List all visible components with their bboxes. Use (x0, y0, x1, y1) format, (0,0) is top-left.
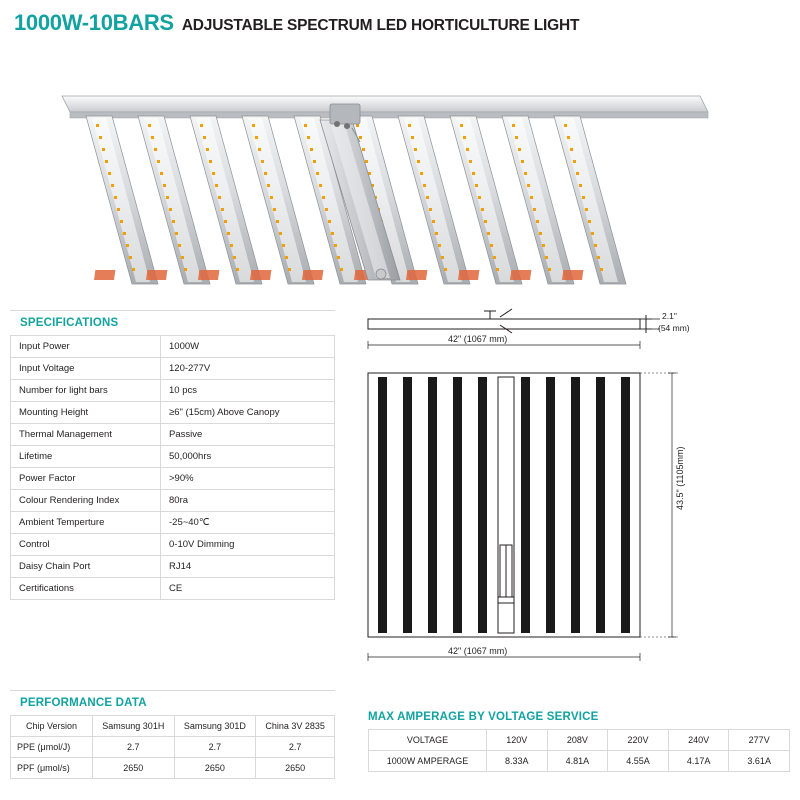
spec-label: Thermal Management (11, 424, 161, 446)
table-row (11, 358, 335, 380)
product-model: 1000W-10BARS (14, 10, 174, 35)
amperage-header-label: VOLTAGE (369, 730, 487, 751)
spec-label: Daisy Chain Port (11, 556, 161, 578)
table-row (11, 336, 335, 358)
performance-column-header: China 3V 2835 (256, 716, 335, 737)
side-width-label: 42" (1067 mm) (448, 334, 508, 344)
spec-value: ≥6" (15cm) Above Canopy (161, 402, 335, 424)
amperage-voltage: 220V (608, 730, 669, 751)
amperage-value: 8.33A (487, 751, 548, 772)
bottom-width-label: 42" (1067 mm) (448, 646, 508, 656)
amperage-value: 4.17A (668, 751, 729, 772)
product-subtitle: ADJUSTABLE SPECTRUM LED HORTICULTURE LIGHT (181, 17, 580, 34)
table-row (11, 380, 335, 402)
spec-label: Control (11, 534, 161, 556)
spec-value: 0-10V Dimming (161, 534, 335, 556)
spec-label: Number for light bars (11, 380, 161, 402)
amperage-voltage: 240V (668, 730, 729, 751)
amperage-table (368, 729, 790, 772)
side-height-inches: 2.1" (662, 311, 677, 321)
spec-value: 50,000hrs (161, 446, 335, 468)
amperage-value: 4.81A (547, 751, 608, 772)
performance-value: 2650 (256, 758, 335, 779)
performance-row-label: PPE (μmol/J) (11, 737, 93, 758)
table-row (11, 534, 335, 556)
amperage-value: 3.61A (729, 751, 790, 772)
specifications-section (10, 310, 335, 600)
amperage-voltage: 277V (729, 730, 790, 751)
spec-label: Input Power (11, 336, 161, 358)
performance-column-header: Samsung 301H (93, 716, 175, 737)
table-row (11, 578, 335, 600)
performance-column-header: Samsung 301D (174, 716, 256, 737)
table-row (11, 468, 335, 490)
table-row (369, 730, 790, 751)
table-row (369, 751, 790, 772)
spec-value: RJ14 (161, 556, 335, 578)
spec-label: Lifetime (11, 446, 161, 468)
amperage-value: 4.55A (608, 751, 669, 772)
amperage-title: MAX AMPERAGE BY VOLTAGE SERVICE (368, 711, 599, 723)
table-row (11, 446, 335, 468)
spec-value: 120-277V (161, 358, 335, 380)
performance-column-header: Chip Version (11, 716, 93, 737)
specifications-title: SPECIFICATIONS (20, 317, 119, 329)
table-row (11, 402, 335, 424)
table-row (11, 490, 335, 512)
spec-label: Input Voltage (11, 358, 161, 380)
spec-value: 1000W (161, 336, 335, 358)
amperage-section (368, 705, 790, 772)
top-beam (62, 96, 708, 118)
performance-table (10, 715, 335, 779)
spec-value: 80ra (161, 490, 335, 512)
amperage-voltage: 120V (487, 730, 548, 751)
spec-value: Passive (161, 424, 335, 446)
performance-value: 2.7 (174, 737, 256, 758)
performance-value: 2650 (93, 758, 175, 779)
performance-value: 2.7 (256, 737, 335, 758)
amperage-row-label: 1000W AMPERAGE (369, 751, 487, 772)
performance-section (10, 690, 335, 779)
side-height-mm: (54 mm) (658, 323, 690, 333)
page-header (0, 0, 800, 36)
spec-value: >90% (161, 468, 335, 490)
spec-label: Power Factor (11, 468, 161, 490)
side-view-drawing (368, 309, 660, 349)
performance-row-label: PPF (μmol/s) (11, 758, 93, 779)
bottom-height-label: 43.5" (1105mm) (675, 446, 685, 510)
performance-title: PERFORMANCE DATA (20, 697, 147, 709)
table-row (11, 512, 335, 534)
bottom-view-drawing (368, 373, 680, 661)
dimension-drawings (340, 305, 795, 685)
spec-label: Colour Rendering Index (11, 490, 161, 512)
table-row (11, 556, 335, 578)
amperage-voltage: 208V (547, 730, 608, 751)
performance-value: 2.7 (93, 737, 175, 758)
product-hero-image (0, 38, 800, 288)
performance-value: 2650 (174, 758, 256, 779)
table-row (11, 424, 335, 446)
spec-label: Ambient Temperture (11, 512, 161, 534)
spec-value: -25~40℃ (161, 512, 335, 534)
specifications-table (10, 335, 335, 600)
spec-label: Certifications (11, 578, 161, 600)
spec-value: CE (161, 578, 335, 600)
table-row (11, 758, 335, 779)
table-row (11, 737, 335, 758)
spec-label: Mounting Height (11, 402, 161, 424)
product-illustration (0, 38, 800, 290)
spec-value: 10 pcs (161, 380, 335, 402)
